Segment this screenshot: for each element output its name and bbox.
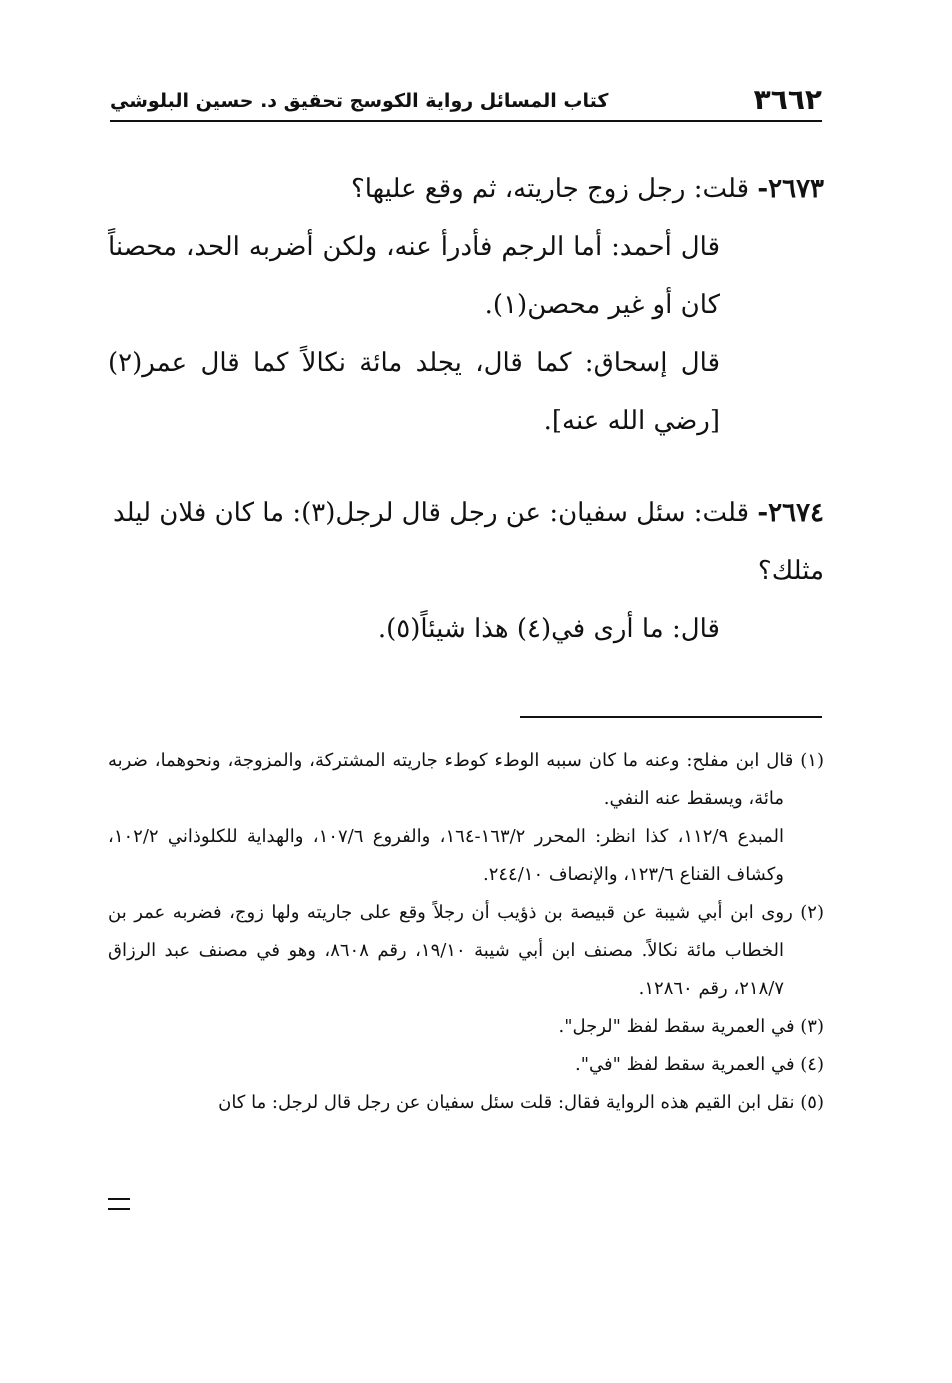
page-number: ٣٦٦٢ — [753, 83, 822, 116]
footnote-5: (٥) نقل ابن القيم هذه الرواية فقال: قلت سئل سفيان عن رجل قال لرجل: ما كان — [218, 1092, 824, 1113]
footnote-separator — [520, 716, 822, 718]
footnote-1: (١) قال ابن مفلح: وعنه ما كان سببه الوطء كوطء جاريته المشتركة، والمزوجة، ونحوهما، ضربه مائة، ويسقط عنه النفي. — [108, 750, 824, 809]
answer-ishaq: قال إسحاق: كما قال، يجلد مائة نكالاً كما قال عمر(٢) [رضي الله عنه]. — [108, 348, 720, 436]
footnote-3: (٣) في العمرية سقط لفظ "لرجل". — [558, 1016, 824, 1037]
answer-text: قال: ما أرى في(٤) هذا شيئاً(٥). — [377, 614, 720, 644]
footnote-2: (٢) روى ابن أبي شيبة عن قبيصة بن ذؤيب أن رجلاً وقع على جاريته ولها زوج، فضربه عمر بن الخطاب مائة نكالاً. مصنف ابن أبي شيبة ١٩/١٠، رقم ٨٦٠٨، وهو في مصنف عبد الرزاق ٢١٨/٧، رقم ١٢٨٦٠. — [108, 902, 824, 999]
entry-question — [108, 484, 824, 600]
footnote-1-references: المبدع ١١٢/٩، كذا انظر: المحرر ١٦٣/٢-١٦٤، والفروع ١٠٧/٦، والهداية للكلوذاني ١٠٢/٢، وكشاف القناع ١٢٣/٦، والإنصاف ٢٤٤/١٠. — [108, 826, 785, 885]
main-text — [108, 160, 824, 658]
entry-number: ٢٦٧٤- — [757, 498, 824, 528]
page-header — [110, 80, 822, 122]
entry-question — [108, 160, 824, 218]
answer-ahmad: قال أحمد: أما الرجم فأدرأ عنه، ولكن أضربه الحد، محصناً كان أو غير محصن(١). — [108, 232, 720, 320]
continuation-mark — [108, 1198, 130, 1210]
footnote-4: (٤) في العمرية سقط لفظ "في". — [575, 1054, 824, 1075]
question-text: قلت: رجل زوج جاريته، ثم وقع عليها؟ — [350, 174, 750, 204]
footnotes — [108, 742, 824, 1122]
running-title: كتاب المسائل رواية الكوسج تحقيق د. حسين البلوشي — [110, 90, 609, 112]
question-text: قلت: سئل سفيان: عن رجل قال لرجل(٣): ما كان فلان ليلد مثلك؟ — [113, 498, 824, 586]
entry-number: ٢٦٧٣- — [757, 174, 824, 204]
